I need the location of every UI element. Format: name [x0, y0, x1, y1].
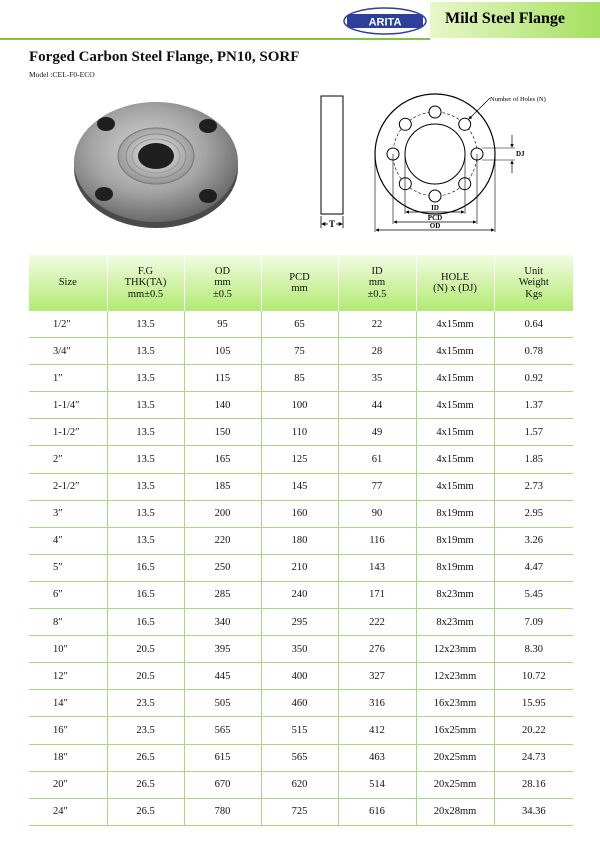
table-cell: 28.16 [494, 771, 573, 798]
table-cell: 4x15mm [416, 311, 494, 338]
size-cell: 18″ [29, 744, 107, 771]
table-cell: 143 [338, 554, 416, 581]
table-row [29, 473, 573, 500]
size-cell: 12″ [29, 663, 107, 690]
table-cell: 0.92 [494, 365, 573, 392]
table-cell: 2.73 [494, 473, 573, 500]
table-row [29, 771, 573, 798]
table-cell: 4.47 [494, 554, 573, 581]
size-cell: 16″ [29, 717, 107, 744]
table-cell: 13.5 [107, 446, 184, 473]
table-cell: 110 [261, 419, 338, 446]
table-cell: 505 [184, 690, 261, 717]
table-cell: 145 [261, 473, 338, 500]
table-cell: 616 [338, 798, 416, 825]
table-cell: 565 [261, 744, 338, 771]
table-cell: 0.78 [494, 338, 573, 365]
table-cell: 13.5 [107, 419, 184, 446]
table-row [29, 419, 573, 446]
holes-label: Number of Holes (N) [490, 96, 546, 103]
table-cell: 565 [184, 717, 261, 744]
table-cell: 316 [338, 690, 416, 717]
table-cell: 8x23mm [416, 609, 494, 636]
table-cell: 350 [261, 636, 338, 663]
table-cell: 180 [261, 527, 338, 554]
flange-technical-drawing [310, 88, 600, 238]
table-cell: 140 [184, 392, 261, 419]
table-cell: 20.22 [494, 717, 573, 744]
table-cell: 1.57 [494, 419, 573, 446]
table-cell: 20x28mm [416, 798, 494, 825]
table-cell: 445 [184, 663, 261, 690]
thickness-label: T [328, 219, 336, 229]
table-cell: 65 [261, 311, 338, 338]
table-cell: 8x19mm [416, 500, 494, 527]
size-cell: 3″ [29, 500, 107, 527]
table-cell: 250 [184, 554, 261, 581]
table-cell: 26.5 [107, 771, 184, 798]
side-view [321, 96, 343, 229]
table-cell: 90 [338, 500, 416, 527]
column-header: ID mm ±0.5 [338, 255, 416, 311]
table-cell: 13.5 [107, 473, 184, 500]
table-row [29, 500, 573, 527]
table-cell: 4x15mm [416, 473, 494, 500]
table-cell: 35 [338, 365, 416, 392]
table-cell: 116 [338, 527, 416, 554]
table-cell: 16x25mm [416, 717, 494, 744]
table-cell: 185 [184, 473, 261, 500]
table-cell: 49 [338, 419, 416, 446]
table-cell: 7.09 [494, 609, 573, 636]
table-cell: 620 [261, 771, 338, 798]
table-cell: 165 [184, 446, 261, 473]
size-cell: 1/2″ [29, 311, 107, 338]
column-header: F.G THK(TA) mm±0.5 [107, 255, 184, 311]
table-row [29, 663, 573, 690]
table-cell: 327 [338, 663, 416, 690]
column-header: Size [29, 255, 107, 311]
table-cell: 222 [338, 609, 416, 636]
table-cell: 4x15mm [416, 365, 494, 392]
table-cell: 22 [338, 311, 416, 338]
table-cell: 12x23mm [416, 636, 494, 663]
size-cell: 4″ [29, 527, 107, 554]
size-cell: 24″ [29, 798, 107, 825]
size-cell: 10″ [29, 636, 107, 663]
table-cell: 670 [184, 771, 261, 798]
logo-text: ARITA [368, 16, 402, 29]
table-cell: 395 [184, 636, 261, 663]
table-cell: 463 [338, 744, 416, 771]
table-row [29, 690, 573, 717]
table-row [29, 311, 573, 338]
table-cell: 105 [184, 338, 261, 365]
table-cell: 100 [261, 392, 338, 419]
table-cell: 13.5 [107, 311, 184, 338]
size-cell: 2-1/2″ [29, 473, 107, 500]
table-cell: 20x25mm [416, 771, 494, 798]
table-cell: 3.26 [494, 527, 573, 554]
flange-photo [70, 96, 242, 232]
table-cell: 16.5 [107, 554, 184, 581]
size-cell: 1-1/2″ [29, 419, 107, 446]
table-row [29, 446, 573, 473]
table-cell: 23.5 [107, 717, 184, 744]
table-cell: 4x15mm [416, 419, 494, 446]
table-cell: 4x15mm [416, 392, 494, 419]
table-cell: 125 [261, 446, 338, 473]
table-cell: 24.73 [494, 744, 573, 771]
table-cell: 16.5 [107, 581, 184, 608]
size-cell: 1-1/4″ [29, 392, 107, 419]
table-cell: 95 [184, 311, 261, 338]
table-cell: 28 [338, 338, 416, 365]
table-cell: 1.37 [494, 392, 573, 419]
table-cell: 16.5 [107, 609, 184, 636]
table-cell: 200 [184, 500, 261, 527]
table-cell: 61 [338, 446, 416, 473]
table-cell: 160 [261, 500, 338, 527]
table-cell: 1.85 [494, 446, 573, 473]
table-row [29, 338, 573, 365]
size-cell: 2″ [29, 446, 107, 473]
table-cell: 20.5 [107, 636, 184, 663]
table-row [29, 717, 573, 744]
table-cell: 13.5 [107, 365, 184, 392]
table-cell: 615 [184, 744, 261, 771]
size-cell: 20″ [29, 771, 107, 798]
table-cell: 0.64 [494, 311, 573, 338]
table-cell: 4x15mm [416, 446, 494, 473]
dj-label: DJ [516, 150, 525, 158]
table-cell: 8x23mm [416, 581, 494, 608]
table-cell: 340 [184, 609, 261, 636]
pcd-label: PCD [427, 214, 443, 222]
size-cell: 5″ [29, 554, 107, 581]
table-cell: 13.5 [107, 392, 184, 419]
table-row [29, 554, 573, 581]
table-cell: 514 [338, 771, 416, 798]
table-row [29, 744, 573, 771]
category-banner [430, 2, 600, 38]
table-cell: 210 [261, 554, 338, 581]
table-cell: 2.95 [494, 500, 573, 527]
arita-logo [343, 6, 427, 36]
model-number: Model :CEL-F0-ECO [29, 70, 95, 79]
column-header: OD mm ±0.5 [184, 255, 261, 311]
table-cell: 240 [261, 581, 338, 608]
table-cell: 8x19mm [416, 527, 494, 554]
table-row [29, 527, 573, 554]
table-cell: 8.30 [494, 636, 573, 663]
table-body [29, 311, 573, 825]
table-header-row [29, 255, 573, 311]
table-cell: 460 [261, 690, 338, 717]
table-cell: 13.5 [107, 500, 184, 527]
table-row [29, 798, 573, 825]
table-cell: 13.5 [107, 527, 184, 554]
table-cell: 20x25mm [416, 744, 494, 771]
table-cell: 412 [338, 717, 416, 744]
table-cell: 20.5 [107, 663, 184, 690]
table-cell: 16x23mm [416, 690, 494, 717]
column-header: PCD mm [261, 255, 338, 311]
table-cell: 115 [184, 365, 261, 392]
od-label: OD [429, 222, 441, 230]
table-cell: 5.45 [494, 581, 573, 608]
size-cell: 1″ [29, 365, 107, 392]
table-row [29, 609, 573, 636]
table-cell: 171 [338, 581, 416, 608]
table-cell: 780 [184, 798, 261, 825]
table-cell: 15.95 [494, 690, 573, 717]
product-title: Forged Carbon Steel Flange, PN10, SORF [29, 49, 300, 65]
table-cell: 75 [261, 338, 338, 365]
table-row [29, 365, 573, 392]
table-cell: 8x19mm [416, 554, 494, 581]
table-cell: 10.72 [494, 663, 573, 690]
table-cell: 400 [261, 663, 338, 690]
table-cell: 34.36 [494, 798, 573, 825]
front-view [375, 94, 546, 232]
table-cell: 12x23mm [416, 663, 494, 690]
id-label: ID [431, 204, 439, 212]
table-cell: 4x15mm [416, 338, 494, 365]
table-cell: 13.5 [107, 338, 184, 365]
table-cell: 150 [184, 419, 261, 446]
column-header: HOLE (N) x (DJ) [416, 255, 494, 311]
flange-spec-table [29, 255, 573, 826]
table-row [29, 392, 573, 419]
table-row [29, 636, 573, 663]
size-cell: 6″ [29, 581, 107, 608]
table-cell: 295 [261, 609, 338, 636]
table-cell: 44 [338, 392, 416, 419]
table-row [29, 581, 573, 608]
table-cell: 26.5 [107, 798, 184, 825]
size-cell: 8″ [29, 609, 107, 636]
table-cell: 515 [261, 717, 338, 744]
table-cell: 725 [261, 798, 338, 825]
size-cell: 14″ [29, 690, 107, 717]
banner-title: Mild Steel Flange [445, 10, 565, 27]
table-cell: 26.5 [107, 744, 184, 771]
header-rule [0, 38, 430, 40]
table-cell: 77 [338, 473, 416, 500]
size-cell: 3/4″ [29, 338, 107, 365]
table-cell: 23.5 [107, 690, 184, 717]
table-cell: 220 [184, 527, 261, 554]
table-cell: 285 [184, 581, 261, 608]
table-cell: 85 [261, 365, 338, 392]
table-cell: 276 [338, 636, 416, 663]
column-header: Unit Weight Kgs [494, 255, 573, 311]
